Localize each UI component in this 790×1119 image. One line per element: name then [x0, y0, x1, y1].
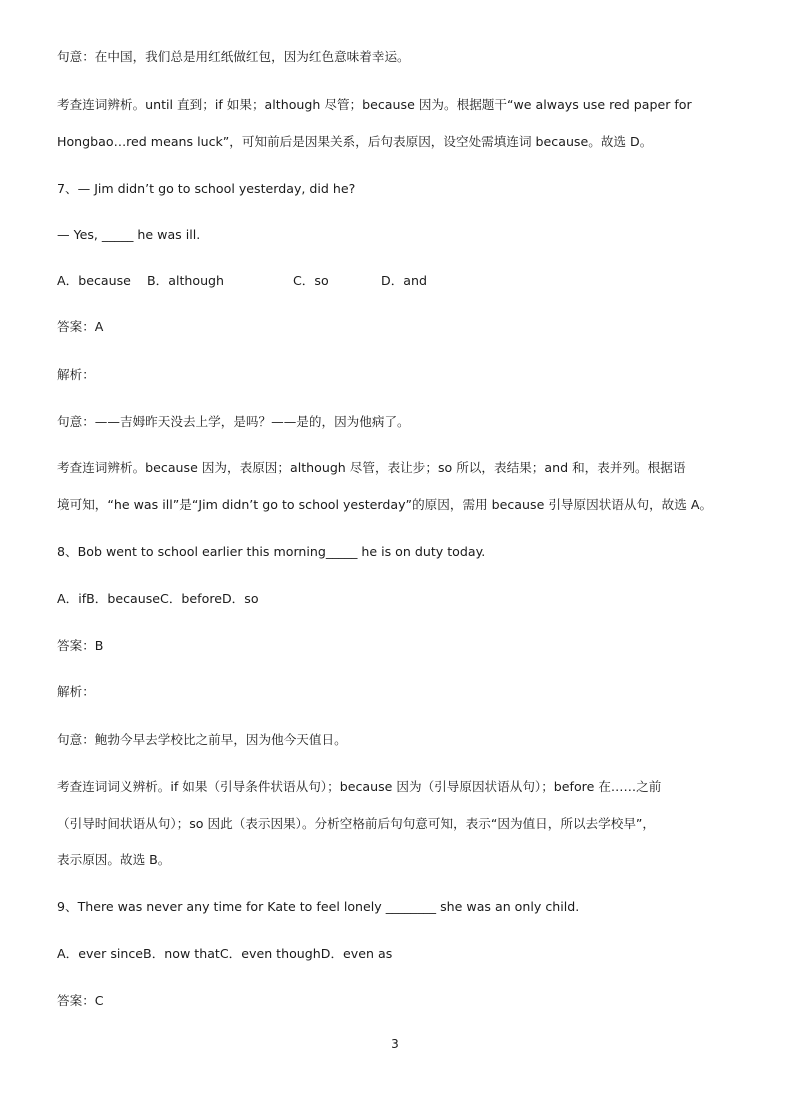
q8-options: A．ifB．becauseC．beforeD．so — [57, 591, 259, 606]
q8-translation: 句意：鲍勃今早去学校比之前早，因为他今天值日。 — [57, 732, 347, 747]
q7-answer-line: — Yes, _____ he was ill. — [57, 227, 201, 242]
q7-option-a: A．because — [57, 273, 131, 288]
q7-answer: 答案：A — [57, 319, 104, 334]
q8-analysis-line-1: 考查连词词义辨析。if 如果（引导条件状语从句）；because 因为（引导原因状语从句）；before 在……之前 — [57, 779, 662, 794]
q7-analysis-label: 解析： — [57, 367, 95, 382]
q6-translation: 句意：在中国，我们总是用红纸做红包，因为红色意味着幸运。 — [57, 49, 410, 64]
q8-analysis-label: 解析： — [57, 684, 95, 699]
q8-answer: 答案：B — [57, 638, 104, 653]
q8-question: 8、Bob went to school earlier this morning_____ he is on duty today. — [57, 544, 486, 559]
q7-translation: 句意：——吉姆昨天没去上学，是吗？——是的，因为他病了。 — [57, 414, 410, 429]
q7-analysis-line-1: 考查连词辨析。because 因为，表原因；although 尽管，表让步；so 所以，表结果；and 和，表并列。根据语 — [57, 460, 686, 475]
q7-option-c: C．so — [293, 273, 329, 288]
q9-answer: 答案：C — [57, 993, 104, 1008]
q9-options: A．ever sinceB．now thatC．even thoughD．even as — [57, 946, 393, 961]
q7-option-b: B．although — [147, 273, 225, 288]
q7-analysis-line-2: 境可知，“he was ill”是“Jim didn’t go to school yesterday”的原因，需用 because 引导原因状语从句，故选 A。 — [57, 497, 713, 512]
page-number: 3 — [391, 1037, 399, 1051]
q9-question: 9、There was never any time for Kate to feel lonely ________ she was an only child. — [57, 899, 580, 914]
q8-analysis-line-2: （引导时间状语从句）；so 因此（表示因果）。分析空格前后句句意可知，表示“因为值日，所以去学校早”， — [57, 816, 656, 831]
q6-analysis-line-2: Hongbao…red means luck”，可知前后是因果关系，后句表原因，设空处需填连词 because。故选 D。 — [57, 134, 653, 149]
q6-analysis-line-1: 考查连词辨析。until 直到；if 如果；although 尽管；because 因为。根据题干“we always use red paper for — [57, 97, 692, 112]
q7-question: 7、— Jim didn’t go to school yesterday, did he? — [57, 181, 356, 196]
q8-analysis-line-3: 表示原因。故选 B。 — [57, 852, 171, 867]
q7-option-d: D．and — [381, 273, 427, 288]
q7-options — [57, 272, 427, 290]
